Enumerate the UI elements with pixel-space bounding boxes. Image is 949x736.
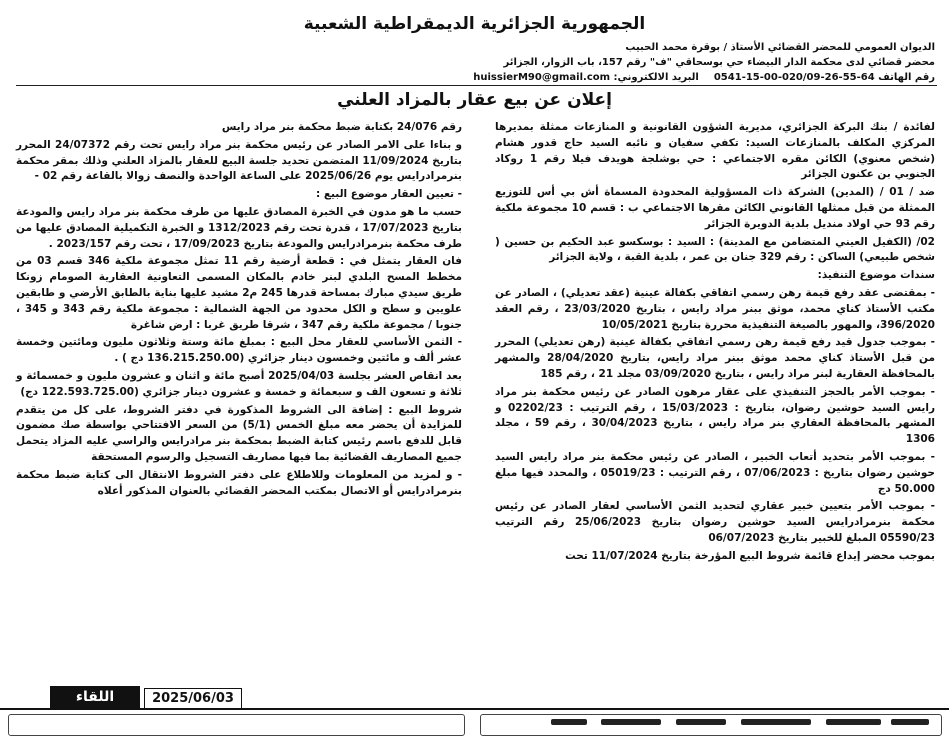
paragraph: حسب ما هو مدون في الخبرة المصادق عليها من طرف محكمة بنر مراد رايس والمودعة بتاريخ 17/07/2023 ، قدرة تحت رقم 1312/2023 و الخبرة التكميلية المصادق عليها من طرف محكمة بنرمرادرايس والمودعة بتاريخ 17/09/2023 ، تحت رقم 2023/157 . [16, 205, 462, 250]
text-fragment [676, 719, 726, 725]
paragraph: - الثمن الأساسي للعقار محل البيع : بمبلغ مائة وستة وثلاثون مليون ومائتين وخمسة عشر ألف و مائتين وخمسون دينار جزائري (136.215.250.00 دج ) . [16, 336, 462, 365]
header-divider [16, 85, 937, 86]
paragraph: - تعيين العقار موضوع البيع : [315, 188, 462, 201]
office-line: الديوان العمومي للمحضر القضائي الأستاذ / بوقرة محمد الحبيب [625, 42, 935, 53]
announcement-title: إعلان عن بيع عقار بالمزاد العلني [337, 90, 612, 110]
paragraph: بعد انقاص العشر بجلسة 2025/04/03 أصبح مائة و اثنان و عشرون مليون و خمسمائة و ثلاثة و تسعون الف و سبعمائة و خمسة و عشرون دينار جزائري (122.593.725.00 دج) [16, 369, 462, 398]
text-fragment [551, 719, 587, 725]
right-column [495, 120, 935, 567]
left-column [16, 120, 462, 501]
paragraph: - بموجب الأمر بتعيين خبير عقاري لتحديد الثمن الأساسي لعقار الصادر عن رئيس محكمة بنرمرادرايس السيد حوشين رضوان بتاريخ 25/06/2023 رقم الترتيب 05590/23 المبلغ للخبير بتاريخ 06/07/2023 [495, 500, 935, 544]
next-notice-box [8, 714, 465, 736]
text-fragment [601, 719, 661, 725]
republic-title: الجمهورية الجزائرية الديمقراطية الشعبية [303, 14, 646, 34]
paragraph: - بمقتضى عقد رفع قيمة رهن رسمي اتفاقي بكفالة عينية (عقد تعديلي) ، الصادر عن مكتب الأستاذ كناي محمد، موثق ببنر مراد رايس ، بتاريخ 23/03/2020 ، رقم العقد 396/2020، والمهور بالصيغة التنفيذية محررة بتاريخ 10/05/2021 [495, 286, 935, 331]
paragraph: فان العقار يتمثل في : قطعة أرضية رقم 11 تمثل مجموعة ملكية 346 قسم 03 من مخطط المسح البلدي لبنر خادم بالمكان المسمى التعاونية العقارية الصومام زونكا طريق سيدي مبارك بمساحة قدرها 245 م2 مشيد عليها بناية بالطابق الأرضي و طابقين علويين و سطح و الكل محدود من الجهة الشمالية : مجموعة ملكية رقم 343 و 345 ، جنوبا / مجموعة ملكية رقم 347 ، شرقا طريق غربا : ارض شاغرة [16, 255, 462, 331]
paragraph: رقم 24/076 بكتابة ضبط محكمة بنر مراد رايس [221, 121, 462, 133]
paragraph: بموجب محضر إيداع قائمة شروط البيع المؤرخة بتاريخ 11/07/2024 تحت [565, 549, 935, 562]
publication-date: 2025/06/03 [144, 688, 242, 710]
paragraph: - بموجب الأمر بتحديد أتعاب الخبير ، الصادر عن رئيس محكمة بنر مراد رايس السيد حوشين رضوان بتاريخ : 07/06/2023 ، رقم الترتيب : 05019/23 ، والمحدد فيها مبلغ 50.000 دج [495, 450, 936, 495]
bottom-divider [0, 708, 949, 710]
paragraph: شروط البيع : إضافة الى الشروط المذكورة في دفتر الشروط، على كل من يتقدم للمزايدة أن يحضر معه مبلغ الخمس (5/1) من السعر الافتتاحي بواسطة صك مضمون قابل للدفع باسم رئيس كتابة الضبط بمحكمة بنر مرادرايس والراسي عليه المزاد يتحمل جميع المصاريف القضائية بما فيها مصاريف التسجيل والرسوم المستحقة [16, 403, 462, 463]
paragraph: 02/ (الكفيل العيني المتضامن مع المدينة) : السيد : بوسكسو عبد الحكيم بن حسين ( شخص طبيعي) الساكن : رقم 329 جنان بن عمر ، بلدية القبة ، ولاية الجزائر [495, 235, 935, 264]
email-label: البريد الالكتروني: [613, 72, 699, 83]
contact-line [473, 72, 935, 83]
text-fragment [891, 719, 929, 725]
paragraph: - بموجب الأمر بالحجز التنفيذي على عقار مرهون الصادر عن رئيس محكمة بنر مراد رايس السيد حوشين رضوان، بتاريخ : 15/03/2023 ، رقم الترتيب : 02202/23 و المشهر بالمحافظة العقاري بنر مراد رايس ، بتاريخ 30/04/2023 ، رقم 59 ، مجلد 1306 [495, 385, 936, 446]
paragraph: - و لمزيد من المعلومات وللاطلاع على دفتر الشروط الانتقال الى كتابة ضبط محكمة بنرمرادرايس أو الاتصال بمكتب المحضر القضائي بالعنوان المذكور أعلاه [16, 468, 462, 497]
paragraph: - بموجب جدول قيد رفع قيمة رهن رسمي اتفاقي بكفالة عينية (رهن تعديلي) المحرر من قبل الأستاذ كناي محمد موثق ببنر مراد رايس، بتاريخ 28/04/2020 والمشهر بالمحافظة العقارية لبنر مراد رايس ، بتاريخ 03/09/2020 مجلد 21 ، رقم 185 [495, 336, 936, 380]
paragraph: و بناءا على الامر الصادر عن رئيس محكمة بنر مراد رايس تحت رقم 24/07372 المحرر بتاريخ 11/09/2024 المتضمن تحديد جلسة البيع للعقار بالمزاد العلني وذلك بمقر محكمة بنرمرادرايس يوم 2025/06/26 على الساعة الواحدة والنصف زوالا بالقاعة رقم 02 - [16, 138, 462, 183]
paragraph: ضد / 01 / (المدين) الشركة ذات المسؤولية المحدودة المسماة أش بي أس للتوزيع الممثلة من قبل ممثلها القانوني الكائن مقرها الاجتماعي ب : قسم 10 مجموعة ملكية رقم 93 حي اولاد منديل بلدية الدويرة الجزائر [495, 186, 936, 230]
text-fragment [826, 719, 881, 725]
newspaper-name: اللقاء [50, 686, 140, 708]
next-notice-box [480, 714, 942, 736]
paragraph: لفائدة / بنك البركة الجزائري، مديرية الشؤون القانونية و المنازعات ممثلة بمديرها المركزي المكلف بالمنازعات السيد: تكفي سفيان و نائبه السيد حاج قدور هشام (شخص معنوي) الكائن مقره الاجتماعي : حي بوشلجة هويدف فيلا رقم 1 روكاد الجنوبي بن عكنون الجزائر [495, 121, 935, 181]
text-fragment [741, 719, 811, 725]
email-address[interactable]: huissierM90@gmail.com [473, 72, 611, 83]
phone-line: رقم الهاتف 64-55-26-020/09-00-15-0541 [713, 72, 935, 83]
paragraph: سندات موضوع التنفيذ: [817, 269, 935, 282]
address-line: محضر قضائي لدى محكمة الدار البيضاء حي بوسحاقي "ف" رقم 157، باب الزوار، الجزائر [503, 57, 935, 68]
